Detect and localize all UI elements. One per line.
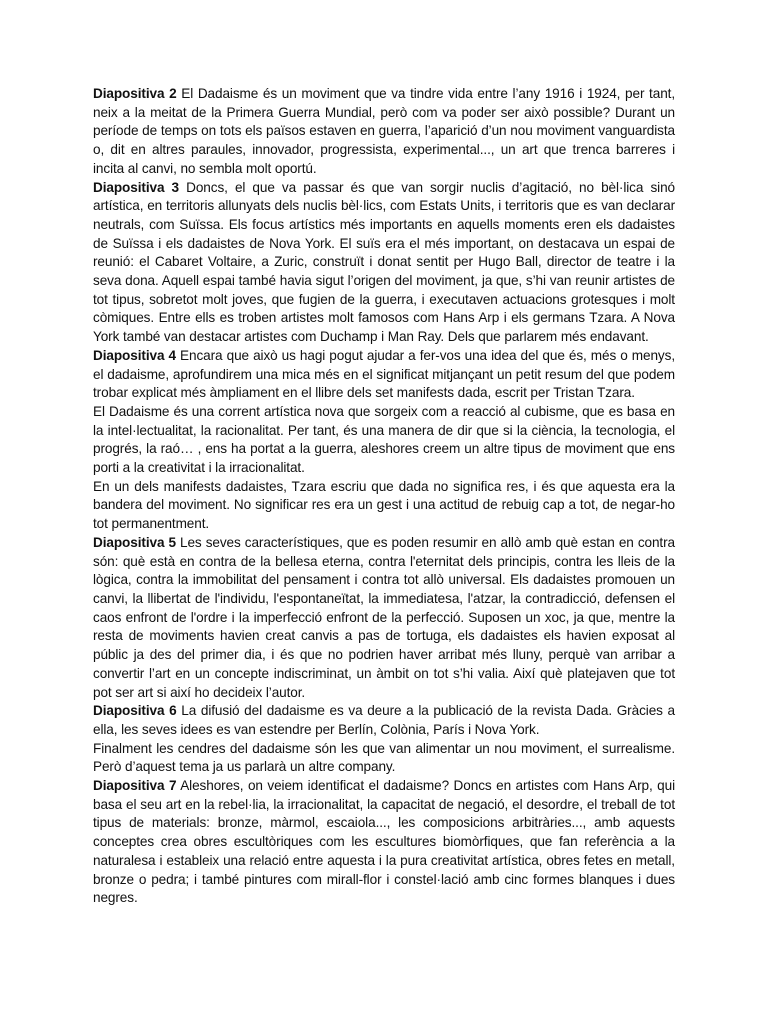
- paragraph-diapositiva-5: [93, 534, 675, 702]
- paragraph-text: La difusió del dadaisme es va deure a la publicació de la revista Dada. Gràcies a ella, les seves idees es van estendre per Berlín, Colònia, París i Nova York.: [93, 703, 675, 737]
- paragraph-diapositiva-6: [93, 702, 675, 739]
- paragraph-diapositiva-2: [93, 85, 675, 179]
- paragraph-diapositiva-7: [93, 777, 675, 908]
- paragraph-text: Finalment les cendres del dadaisme són les que van alimentar un nou moviment, el surrealisme. Però d’aquest tema ja us parlarà un altre company.: [93, 740, 675, 775]
- slide-label: Diapositiva 3: [93, 179, 179, 195]
- paragraph-text: Aleshores, on veiem identificat el dadaisme? Doncs en artistes com Hans Arp, qui basa el seu art en la rebel·lia, la irracionalitat, la capacitat de negació, el desordre, el treball de tot tipus de materials: bronze, màrmol, escaiola..., les composicions arbitràries..., amb aquests conceptes crea obres escultòriques com les escultures biomòrfiques, que fan referència a la naturalesa i estableix una relació entre aquesta i la pura creativitat artística, obres fetes en metall, bronze o pedra; i també pintures com mirall-flor i constel·lació amb cinc formes blanques i dues negres.: [93, 778, 676, 906]
- paragraph-text: Encara que això us hagi pogut ajudar a fer-vos una idea del que és, més o menys, el dadaisme, aprofundirem una mica més en el significat mitjançant un petit resum del que podem trobar explicat més àmpliament en el llibre dels set manifests dada, escrit per Tristan Tzara.: [93, 347, 676, 401]
- paragraph-text: Les seves característiques, que es poden resumir en allò amb què estan en contra són: què està en contra de la bellesa eterna, contra l'eternitat dels principis, contra les lleis de la lògica, contra la immobilitat del pensament i contra tot allò universal. Els dadaistes promouen un canvi, la llibertat de l'individu, l'espontaneïtat, la immediatesa, l'atzar, la contradicció, defensen el caos enfront de l'ordre i la imperfecció enfront de la perfecció. Suposen un xoc, ja que, mentre la resta de moviments havien creat canvis a pas de tortuga, els dadaistes els havien exposat al públic ja des del primer dia, i és que no podrien haver arribat més lluny, perquè van arribar a convertir l’art en un concepte indiscriminat, un àmbit on tot s’hi valia. Així què platejaven que tot pot ser art si així ho decideix l’autor.: [93, 534, 675, 700]
- slide-label: Diapositiva 7: [93, 778, 177, 794]
- paragraph-text: En un dels manifests dadaistes, Tzara escriu que dada no significa res, i és que aquesta era la bandera del moviment. No significar res era un gest i una actitud de rebuig cap a tot, de negar-ho tot permanentment.: [93, 478, 675, 532]
- paragraph-manifest: [93, 478, 675, 534]
- paragraph-surrealisme: [93, 740, 675, 777]
- slide-label: Diapositiva 5: [93, 534, 176, 550]
- paragraph-diapositiva-3: [93, 179, 675, 347]
- paragraph-text: El Dadaisme és una corrent artística nova que sorgeix com a reacció al cubisme, que es basa en la intel·lectualitat, la racionalitat. Per tant, és una manera de dir que si la ciència, la tecnologia, el progrés, la raó… , ens ha portat a la guerra, aleshores creem un altre tipus de moviment que ens porti a la creativitat i la irracionalitat.: [93, 403, 675, 476]
- slide-label: Diapositiva 6: [93, 703, 177, 719]
- slide-label: Diapositiva 4: [93, 347, 176, 363]
- paragraph-dadaisme-definition: [93, 403, 675, 478]
- paragraph-diapositiva-4: [93, 347, 675, 403]
- document-page: [93, 85, 675, 908]
- paragraph-text: El Dadaisme és un moviment que va tindre vida entre l’any 1916 i 1924, per tant, neix a la meitat de la Primera Guerra Mundial, però com va poder ser això possible? Durant un període de temps on tots els països estaven en guerra, l’aparició d’un nou moviment vanguardista o, dit en altres paraules, innovador, progressista, experimental..., un art que trenca barreres i incita al canvi, no sembla molt oportú.: [93, 86, 676, 176]
- paragraph-text: Doncs, el que va passar és que van sorgir nuclis d’agitació, no bèl·lica sinó artística, en territoris allunyats dels nuclis bèl·lics, com Estats Units, i territoris que es van declarar neutrals, com Suïssa. Els focus artístics més importants en aquells moments eren els dadaistes de Suïssa i els dadaistes de Nova York. El suïs era el més important, on destacava un espai de reunió: el Cabaret Voltaire, a Zuric, construït i donat sentit per Hugo Ball, director de teatre i la seva dona. Aquell espai també havia sigut l’origen del moviment, ja que, s’hi van reunir artistes de tot tipus, sobretot molt joves, que fugien de la guerra, i executaven actuacions grotesques i molt còmiques. Entre ells es troben artistes molt famosos com Hans Arp i els germans Tzara. A Nova York també van destacar artistes com Duchamp i Man Ray. Dels que parlarem més endavant.: [93, 179, 675, 345]
- slide-label: Diapositiva 2: [93, 86, 177, 101]
